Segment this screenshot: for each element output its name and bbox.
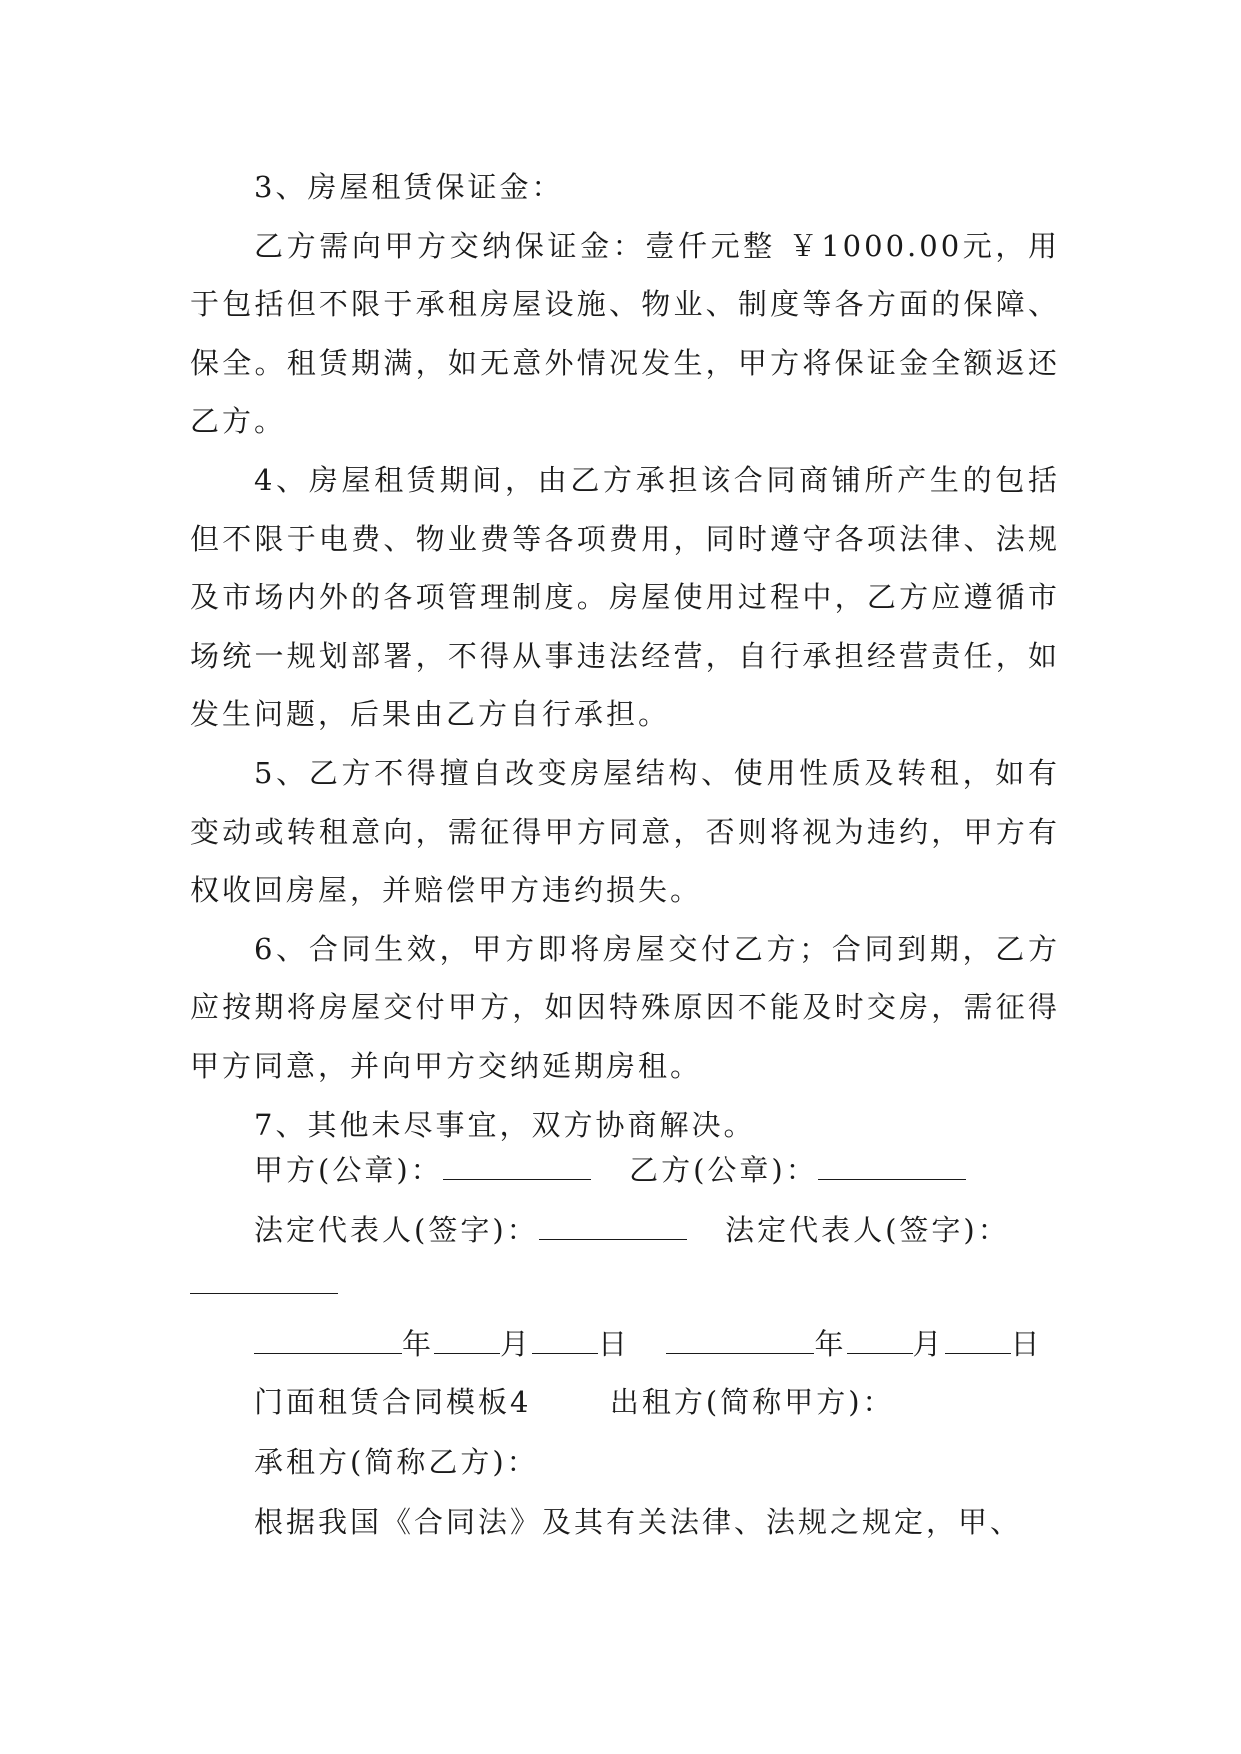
clause-5: 5、乙方不得擅自改变房屋结构、使用性质及转租，如有变动或转租意向，需征得甲方同意，否则将视为违约，甲方有权收回房屋，并赔偿甲方违约损失。: [190, 755, 1060, 908]
party-a-rep-blank: [539, 1211, 687, 1240]
date-b-month-blank: [847, 1325, 913, 1354]
party-a-rep-label: 法定代表人(签字)：: [254, 1213, 539, 1247]
date-b-month-label: 月: [912, 1327, 945, 1361]
contract-clauses: [190, 158, 1060, 1154]
party-b-rep-label: 法定代表人(签字)：: [725, 1213, 1010, 1247]
lessor-label: 出租方(简称甲方)：: [609, 1385, 895, 1419]
clause-3-heading: 3、房屋租赁保证金：: [254, 170, 564, 204]
party-b-rep-blank: [190, 1293, 338, 1294]
clause-3-body: 乙方需向甲方交纳保证金：壹仟元整 ￥1000.00元，用于包括但不限于承租房屋设施、物业、制度等各方面的保障、保全。租赁期满，如无意外情况发生，甲方将保证金全额返还乙方。: [190, 228, 1060, 439]
date-b-year-blank: [666, 1325, 814, 1354]
clause-6: 6、合同生效，甲方即将房屋交付乙方；合同到期，乙方应按期将房屋交付甲方，如因特殊原因不能及时交房，需征得甲方同意，并向甲方交纳延期房租。: [190, 931, 1060, 1083]
date-b-day-blank: [945, 1325, 1011, 1354]
clause-7: 7、其他未尽事宜，双方协商解决。: [254, 1107, 756, 1142]
party-a-seal-label: 甲方(公章)：: [254, 1153, 443, 1187]
date-b-day-label: 日: [1010, 1327, 1043, 1361]
lessee-label: 承租方(简称乙方)：: [254, 1445, 539, 1479]
party-b-seal-label: 乙方(公章)：: [629, 1153, 818, 1187]
clause-4: 4、房屋租赁期间，由乙方承担该合同商铺所产生的包括但不限于电费、物业费等各项费用，同时遵守各项法律、法规及市场内外的各项管理制度。房屋使用过程中，乙方应遵循市场统一规划部署，不得从事违法经营，自行承担经营责任，如发生问题，后果由乙方自行承担。: [190, 462, 1060, 732]
representative-line: [254, 1208, 1010, 1249]
date-a-day-blank: [532, 1325, 598, 1354]
date-a-year-blank: [254, 1325, 402, 1354]
date-a-month-label: 月: [500, 1327, 533, 1361]
date-a-month-blank: [434, 1325, 500, 1354]
party-b-seal-blank: [818, 1151, 966, 1180]
party-a-seal-blank: [443, 1151, 591, 1180]
next-contract-header: [254, 1380, 895, 1421]
next-contract-title: 门面租赁合同模板4: [254, 1385, 532, 1419]
seal-line: [254, 1148, 966, 1189]
date-b-year-label: 年: [814, 1327, 847, 1361]
next-contract-intro: 根据我国《合同法》及其有关法律、法规之规定，甲、: [254, 1505, 1023, 1539]
date-line: [254, 1322, 1043, 1363]
date-a-day-label: 日: [598, 1327, 631, 1361]
date-a-year-label: 年: [402, 1327, 435, 1361]
